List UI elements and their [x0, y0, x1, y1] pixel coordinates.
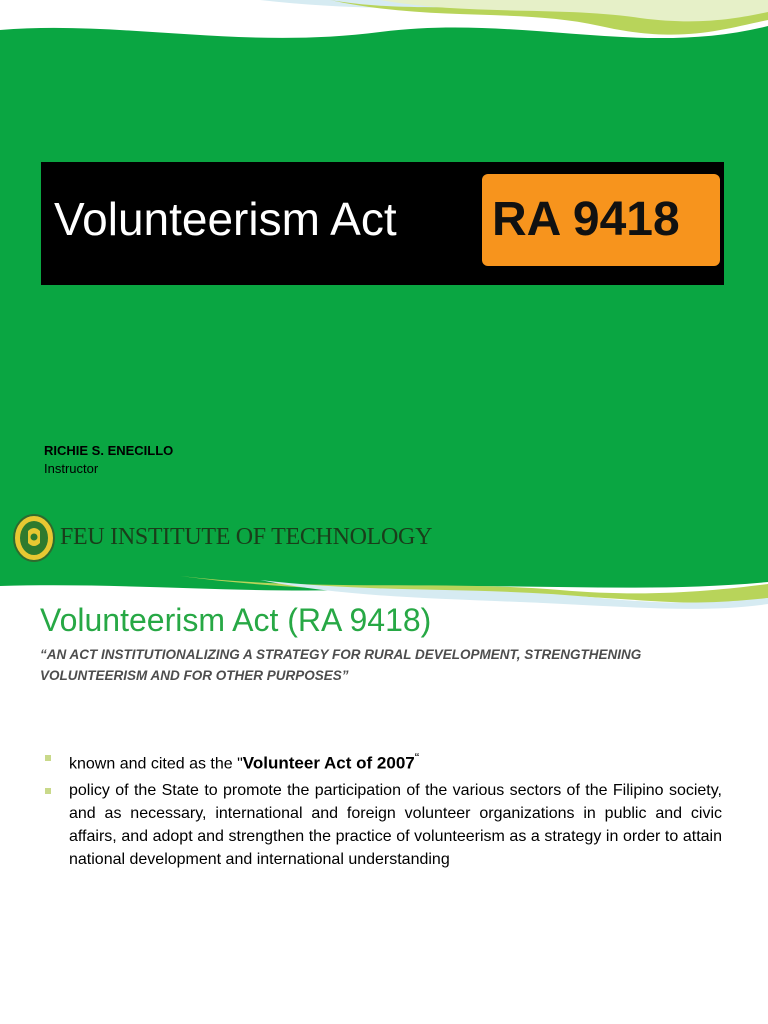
bullet-list — [45, 746, 722, 875]
badge-label: RA 9418 — [492, 193, 680, 246]
feu-seal-icon — [12, 513, 56, 563]
slide-subtitle: “AN ACT INSTITUTIONALIZING A STRATEGY FOR RURAL DEVELOPMENT, STRENGTHENING VOLUNTEERISM AND FOR OTHER PURPOSES” — [40, 647, 642, 683]
bullet-item — [45, 746, 722, 775]
author-role: Instructor — [44, 461, 99, 476]
author-name: RICHIE S. ENECILLO — [44, 443, 174, 458]
institution-name: FEU INSTITUTE OF TECHNOLOGY — [60, 524, 433, 550]
bullet-icon — [45, 788, 51, 794]
title-banner — [41, 162, 724, 285]
slide-title: Volunteerism Act (RA 9418) — [40, 602, 432, 638]
slide-title: Volunteerism Act — [54, 193, 397, 245]
title-badge — [482, 174, 720, 266]
bullet-text-suffix: “ — [414, 750, 420, 765]
act-name: Volunteer Act of 2007 — [242, 753, 415, 773]
content-slide — [0, 576, 768, 1024]
bullet-icon — [45, 755, 51, 761]
bullet-text: policy of the State to promote the participation of the various sectors of the Filipino society, and as necessary, international and foreign volunteer organizations in public and civic affairs, and adopt and strengthen the practice of volunteerism as a strategy in order to attain national development and international understanding — [69, 782, 722, 869]
bullet-item — [45, 779, 722, 871]
bullet-text-prefix: known and cited as the " — [69, 755, 243, 773]
decorative-wave — [0, 0, 768, 90]
